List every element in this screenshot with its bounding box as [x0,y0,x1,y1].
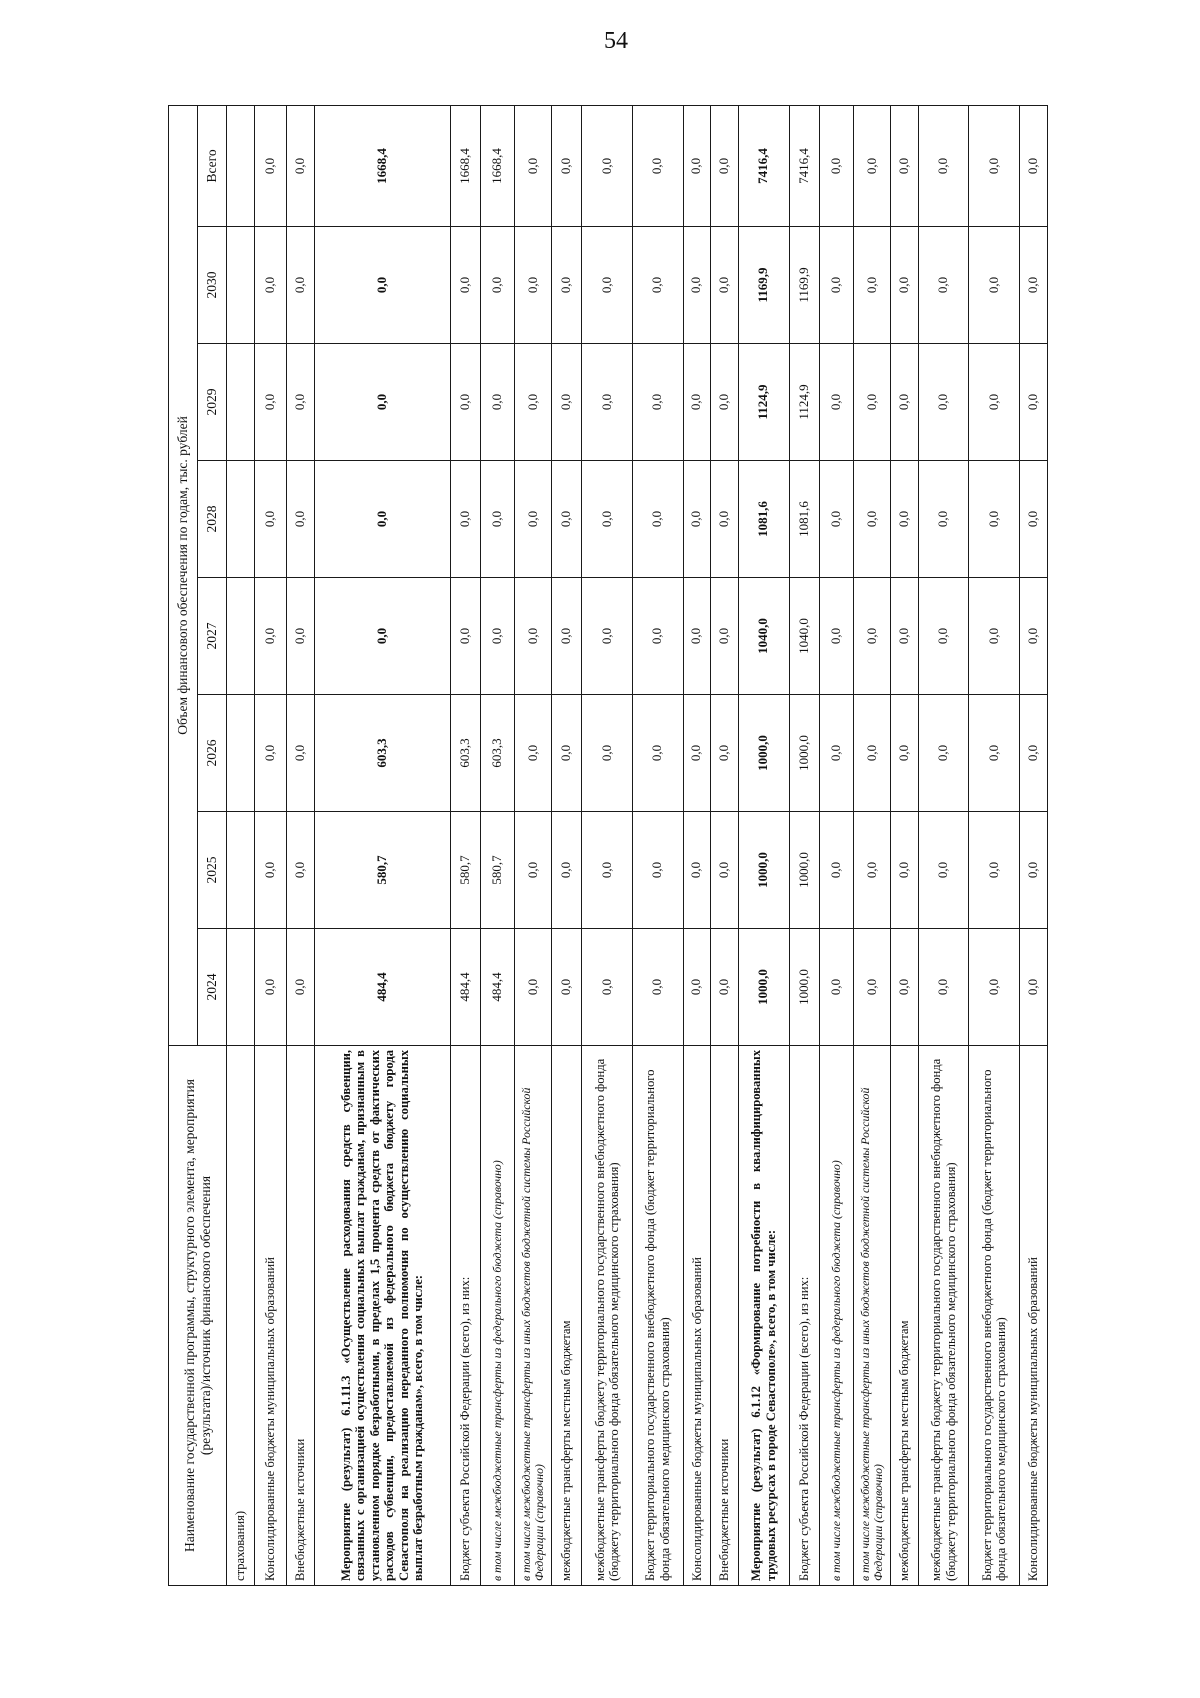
row-value: 0,0 [891,812,919,929]
row-source-name: Мероприятие (результат) 6.1.11.3 «Осуществление расходования средств субвенции, связанных с организацией осуществления социальных выплат гражданам, признанным в установленном порядке безработными, в пределах 1,5 процента средств от фактических расходов субвенции, предоставляемой из федерального бюджета бюджету города Севастополя на реализацию переданного полномочия по осуществлению социальных выплат безработным гражданам», всего, в том числе: [314,1046,450,1586]
row-value: 1668,4 [314,105,450,226]
row-value: 0,0 [969,461,1020,578]
row-value: 0,0 [515,344,552,461]
row-value: 0,0 [632,695,683,812]
row-value: 0,0 [891,695,919,812]
header-name: Наименование государственной программы, структурного элемента, мероприятия (результата)/источник финансового обеспечения [169,1046,227,1586]
row-value: 1169,9 [738,227,789,344]
row-value: 0,0 [819,812,854,929]
row-value: 0,0 [1020,695,1048,812]
row-value [227,929,255,1046]
row-value: 0,0 [1020,578,1048,695]
row-value: 0,0 [314,578,450,695]
table-row [918,105,969,1585]
row-value: 0,0 [711,695,739,812]
row-value: 0,0 [711,578,739,695]
row-value: 0,0 [711,929,739,1046]
table-row [711,105,739,1585]
row-value: 0,0 [254,461,286,578]
row-value: 0,0 [819,461,854,578]
row-source-name: Внебюджетные источники [711,1046,739,1586]
table-row [789,105,819,1585]
header-row-top [169,105,198,1585]
row-value: 1000,0 [738,695,789,812]
row-value: 1000,0 [789,929,819,1046]
row-value: 0,0 [1020,461,1048,578]
row-value: 0,0 [918,344,969,461]
row-value: 1000,0 [789,695,819,812]
row-value: 603,3 [450,695,480,812]
table-row [1020,105,1048,1585]
row-value: 1000,0 [738,929,789,1046]
row-value: 0,0 [450,461,480,578]
table-row [515,105,552,1585]
row-value: 0,0 [286,929,314,1046]
row-value: 0,0 [515,695,552,812]
row-value: 0,0 [854,929,891,1046]
row-value: 0,0 [582,695,633,812]
row-value: 0,0 [286,344,314,461]
header-year: 2027 [198,578,227,695]
row-value: 0,0 [683,578,711,695]
row-source-name: межбюджетные трансферты местным бюджетам [552,1046,582,1586]
row-value: 0,0 [582,812,633,929]
table-row [314,105,450,1585]
row-value: 484,4 [480,929,515,1046]
row-value: 0,0 [450,578,480,695]
row-value: 1081,6 [738,461,789,578]
row-value: 0,0 [854,461,891,578]
row-value: 0,0 [918,695,969,812]
table-row [969,105,1020,1585]
row-value: 0,0 [314,344,450,461]
row-value: 0,0 [286,578,314,695]
row-value: 0,0 [854,105,891,226]
row-value: 0,0 [314,461,450,578]
row-value: 0,0 [254,812,286,929]
row-value [227,578,255,695]
table-row [632,105,683,1585]
row-value: 0,0 [1020,929,1048,1046]
row-value: 0,0 [515,461,552,578]
header-year: 2025 [198,812,227,929]
row-value: 0,0 [969,578,1020,695]
row-value: 0,0 [552,461,582,578]
row-value: 0,0 [480,344,515,461]
row-value: 0,0 [254,929,286,1046]
row-value: 1040,0 [789,578,819,695]
row-source-name: страхования) [227,1046,255,1586]
header-volume: Объем финансового обеспечения по годам, тыс. рублей [169,105,198,1045]
row-value: 0,0 [683,227,711,344]
row-value: 7416,4 [738,105,789,226]
row-value: 0,0 [819,105,854,226]
row-value: 0,0 [314,227,450,344]
row-value: 0,0 [683,812,711,929]
row-value: 0,0 [632,812,683,929]
row-source-name: в том числе межбюджетные трансферты из федерального бюджета (справочно) [480,1046,515,1586]
row-value [227,344,255,461]
row-value: 603,3 [314,695,450,812]
row-value: 0,0 [286,105,314,226]
row-value: 0,0 [683,695,711,812]
row-source-name: межбюджетные трансферты местным бюджетам [891,1046,919,1586]
row-value: 0,0 [891,578,919,695]
row-source-name: в том числе межбюджетные трансферты из федерального бюджета (справочно) [819,1046,854,1586]
row-value: 0,0 [854,578,891,695]
row-source-name: Мероприятие (результат) 6.1.12 «Формирование потребности в квалифицированных трудовых ресурсах в городе Севастополе», всего, в том числе: [738,1046,789,1586]
row-value: 0,0 [632,929,683,1046]
row-value: 7416,4 [789,105,819,226]
header-year: 2026 [198,695,227,812]
row-value: 0,0 [918,227,969,344]
row-value: 0,0 [969,344,1020,461]
row-value: 0,0 [969,227,1020,344]
page-number: 54 [604,28,628,54]
row-value: 1081,6 [789,461,819,578]
row-value: 0,0 [918,929,969,1046]
row-value: 0,0 [254,105,286,226]
row-value: 0,0 [918,578,969,695]
row-value: 0,0 [582,578,633,695]
row-value: 0,0 [854,227,891,344]
row-value: 0,0 [969,695,1020,812]
row-source-name: Консолидированные бюджеты муниципальных образований [254,1046,286,1586]
row-value: 580,7 [480,812,515,929]
row-value [227,105,255,226]
row-value: 0,0 [515,929,552,1046]
row-value: 0,0 [711,344,739,461]
row-value: 603,3 [480,695,515,812]
table-body [227,105,1048,1585]
row-value: 0,0 [683,105,711,226]
row-value: 0,0 [582,105,633,226]
row-value: 0,0 [254,578,286,695]
row-value: 0,0 [854,344,891,461]
table-row [450,105,480,1585]
row-value: 0,0 [286,812,314,929]
row-source-name: Бюджет территориального государственного внебюджетного фонда (бюджет территориального фонда обязательного медицинского страхования) [632,1046,683,1586]
table-row [683,105,711,1585]
row-value: 0,0 [1020,812,1048,929]
row-value: 0,0 [480,461,515,578]
row-value: 0,0 [711,105,739,226]
rotated-content [168,106,1048,1586]
row-value: 0,0 [854,812,891,929]
row-value: 0,0 [552,227,582,344]
row-value: 0,0 [552,695,582,812]
row-value: 0,0 [515,105,552,226]
row-value: 1124,9 [789,344,819,461]
row-value: 1124,9 [738,344,789,461]
table-row [286,105,314,1585]
row-value: 0,0 [1020,105,1048,226]
row-value: 0,0 [515,227,552,344]
row-value: 0,0 [891,461,919,578]
row-value: 1000,0 [738,812,789,929]
header-year: 2024 [198,929,227,1046]
header-year: 2028 [198,461,227,578]
row-value: 0,0 [819,227,854,344]
row-value: 0,0 [711,812,739,929]
table-row [891,105,919,1585]
row-value: 580,7 [450,812,480,929]
row-value: 0,0 [1020,344,1048,461]
row-value: 0,0 [891,344,919,461]
row-value: 0,0 [582,344,633,461]
row-value: 0,0 [480,227,515,344]
header-year: Всего [198,105,227,226]
row-source-name: в том числе межбюджетные трансферты из иных бюджетов бюджетной системы Российской Федерации (справочно) [515,1046,552,1586]
row-value: 0,0 [891,105,919,226]
row-value: 1668,4 [450,105,480,226]
row-value: 0,0 [969,105,1020,226]
row-value: 0,0 [711,461,739,578]
row-value: 0,0 [819,695,854,812]
row-value: 1040,0 [738,578,789,695]
row-source-name: межбюджетные трансферты бюджету территориального государственного внебюджетного фонда (бюджету территориального фонда обязательного медицинского страхования) [582,1046,633,1586]
table-row [819,105,854,1585]
row-source-name: Бюджет территориального государственного внебюджетного фонда (бюджет территориального фонда обязательного медицинского страхования) [969,1046,1020,1586]
row-value: 0,0 [918,812,969,929]
row-value: 1169,9 [789,227,819,344]
row-value: 0,0 [918,105,969,226]
row-source-name: Бюджет субъекта Российской Федерации (всего), из них: [789,1046,819,1586]
row-value: 0,0 [819,929,854,1046]
rotated-table-frame [168,106,1048,1586]
row-value: 0,0 [254,344,286,461]
row-source-name: в том числе межбюджетные трансферты из иных бюджетов бюджетной системы Российской Федерации (справочно) [854,1046,891,1586]
row-value: 0,0 [969,812,1020,929]
row-value: 0,0 [918,461,969,578]
row-value: 0,0 [891,227,919,344]
row-value: 0,0 [450,344,480,461]
row-value: 0,0 [552,929,582,1046]
row-value [227,227,255,344]
row-value: 0,0 [632,227,683,344]
row-value: 0,0 [632,344,683,461]
row-source-name: Консолидированные бюджеты муниципальных образований [1020,1046,1048,1586]
row-value: 0,0 [711,227,739,344]
row-value: 0,0 [552,812,582,929]
row-value: 1000,0 [789,812,819,929]
row-value: 0,0 [254,227,286,344]
row-value: 0,0 [819,578,854,695]
row-value: 0,0 [582,461,633,578]
row-value: 0,0 [480,578,515,695]
row-value: 0,0 [1020,227,1048,344]
row-value: 0,0 [582,227,633,344]
row-value: 0,0 [683,344,711,461]
row-value: 0,0 [552,344,582,461]
row-value: 0,0 [819,344,854,461]
row-value: 0,0 [515,578,552,695]
row-value: 1668,4 [480,105,515,226]
row-value: 0,0 [450,227,480,344]
row-value: 0,0 [286,695,314,812]
row-value: 484,4 [450,929,480,1046]
row-source-name: Консолидированные бюджеты муниципальных образований [683,1046,711,1586]
row-value: 0,0 [286,227,314,344]
row-value: 0,0 [891,929,919,1046]
row-value [227,695,255,812]
row-value: 0,0 [552,578,582,695]
row-value: 0,0 [969,929,1020,1046]
row-value: 0,0 [854,695,891,812]
table-row [854,105,891,1585]
table-row [254,105,286,1585]
row-source-name: Внебюджетные источники [286,1046,314,1586]
table-row [227,105,255,1585]
row-value [227,461,255,578]
funding-table [168,105,1048,1586]
table-row [582,105,633,1585]
row-value: 0,0 [683,461,711,578]
row-value: 0,0 [632,461,683,578]
row-value: 0,0 [552,105,582,226]
row-source-name: Бюджет субъекта Российской Федерации (всего), из них: [450,1046,480,1586]
header-year: 2029 [198,344,227,461]
row-source-name: межбюджетные трансферты бюджету территориального государственного внебюджетного фонда (бюджету территориального фонда обязательного медицинского страхования) [918,1046,969,1586]
table-row [480,105,515,1585]
row-value: 0,0 [632,105,683,226]
table-row [552,105,582,1585]
row-value: 580,7 [314,812,450,929]
row-value: 0,0 [254,695,286,812]
row-value: 0,0 [632,578,683,695]
row-value: 0,0 [515,812,552,929]
table-row [738,105,789,1585]
row-value: 0,0 [582,929,633,1046]
row-value: 0,0 [683,929,711,1046]
row-value: 0,0 [286,461,314,578]
row-value: 484,4 [314,929,450,1046]
header-year: 2030 [198,227,227,344]
row-value [227,812,255,929]
